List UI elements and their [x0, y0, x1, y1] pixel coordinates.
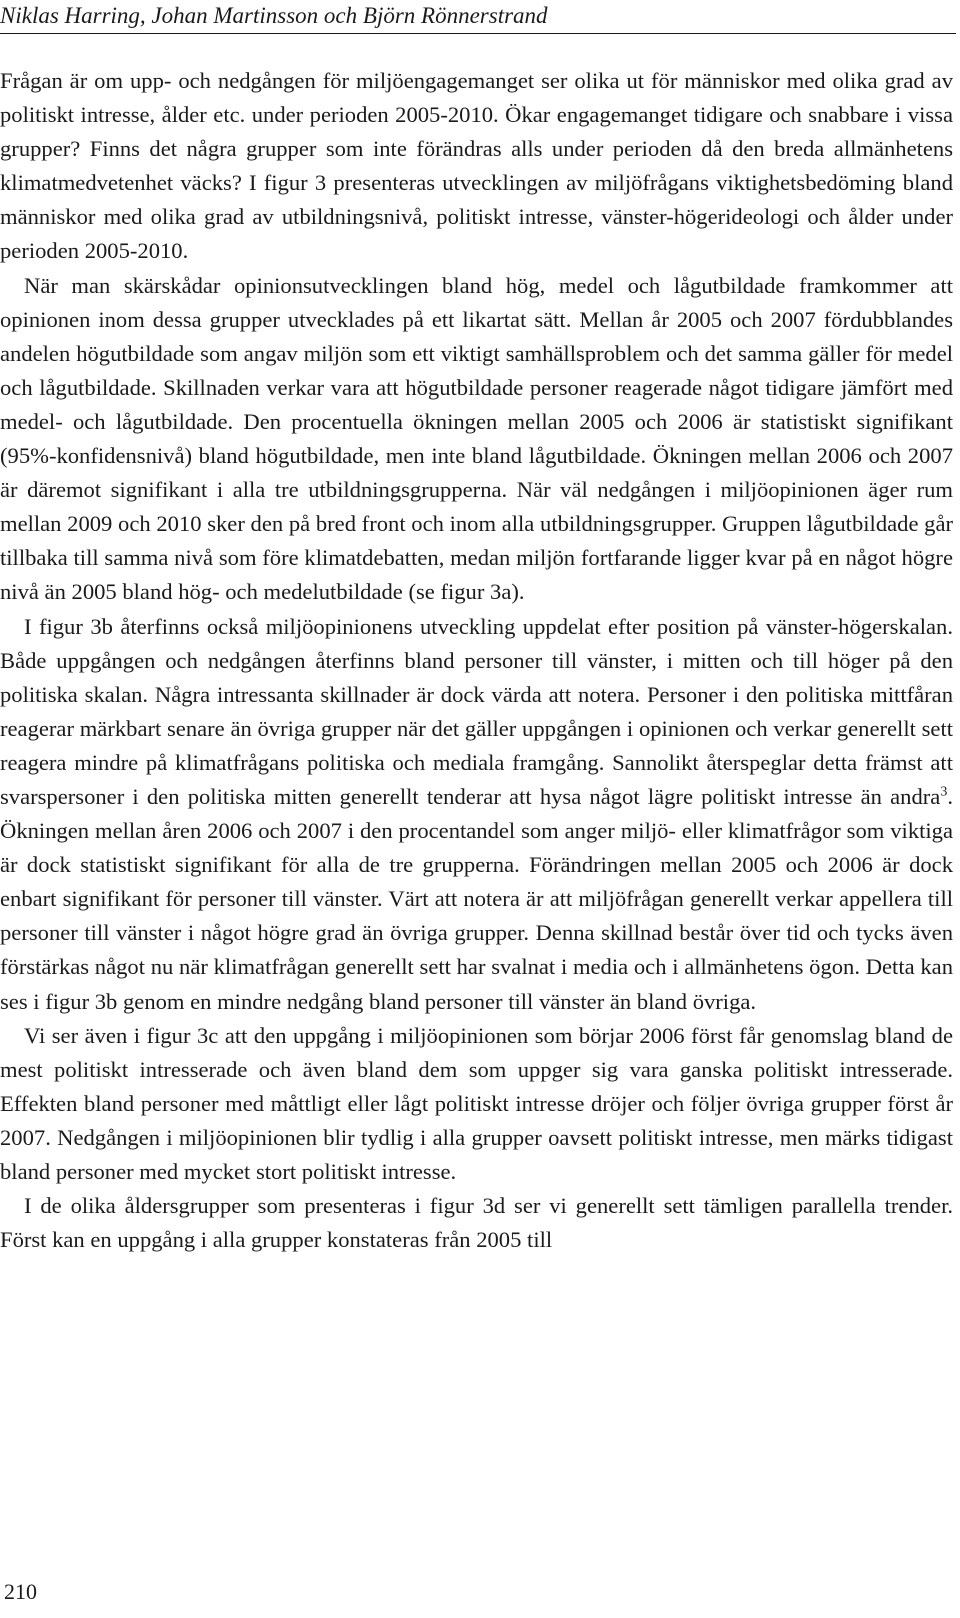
paragraph-3-part-1: I figur 3b återfinns också miljöopinionens utveckling uppdelat efter position på vänster-högerskalan. Både uppgången och nedgången återfinns bland personer till vänster, i mitten och till höger på den politiska skalan. Några intressanta skillnader är dock värda att notera. Personer i den politiska mittfåran reagerar märkbart senare än övriga grupper när det gäller uppgången i opinionen och verkar generellt sett reagera mindre på klimatfrågans politiska och mediala framgång. Sannolikt återspeglar detta främst att svarspersoner i den politiska mitten generellt tenderar att hysa något lägre politiskt intresse än andra — [0, 613, 953, 809]
paragraph-1: Frågan är om upp- och nedgången för miljöengagemanget ser olika ut för människor med olika grad av politiskt intresse, ålder etc. under perioden 2005-2010. Ökar engagemanget tidigare och snabbare i vissa grupper? Finns det några grupper som inte förändras alls under perioden då den breda allmänhetens klimatmedvetenhet väcks? I figur 3 presenteras utvecklingen av miljöfrågans viktighetsbedöming bland människor med olika grad av utbildningsnivå, politiskt intresse, vänster-högerideologi och ålder under perioden 2005-2010. — [0, 68, 953, 264]
running-header-authors: Niklas Harring, Johan Martinsson och Björn Rönnerstrand — [0, 2, 956, 34]
body-text — [0, 64, 953, 1257]
page-number: 210 — [4, 1579, 37, 1604]
paragraph-3-part-2: . Ökningen mellan åren 2006 och 2007 i den procentandel som anger miljö- eller klimatfrågor som viktiga är dock statistiskt signifikant för alla de tre grupperna. Förändringen mellan 2005 och 2006 är dock enbart signifikant för personer till vänster. Värt att notera är att miljöfrågan generellt verkar appellera till personer till vänster i något högre grad än övriga grupper. Denna skillnad består över tid och tycks även förstärkas något nu när klimatfrågan generellt sett har svalnat i media och i allmänhetens ögon. Detta kan ses i figur 3b genom en mindre nedgång bland personer till vänster än bland övriga. — [0, 783, 953, 1014]
paragraph-5: I de olika åldersgrupper som presenteras i figur 3d ser vi generellt sett tämligen parallella trender. Först kan en uppgång i alla grupper konstateras från 2005 till — [0, 1193, 953, 1253]
paragraph-4: Vi ser även i figur 3c att den uppgång i miljöopinionen som börjar 2006 först får genomslag bland de mest politiskt intresserade och även bland dem som uppger sig vara ganska politiskt intresserade. Effekten bland personer med måttligt eller lågt politiskt intresse dröjer och följer övriga grupper först år 2007. Nedgången i miljöopinionen blir tydlig i alla grupper oavsett politiskt intresse, men märks tidigast bland personer med mycket stort politiskt intresse. — [0, 1022, 953, 1184]
paragraph-3 — [0, 610, 953, 1019]
footnote-reference-3[interactable]: 3 — [940, 784, 948, 800]
paragraph-2: När man skärskådar opinionsutvecklingen bland hög, medel och lågutbildade framkommer att opinionen inom dessa grupper utvecklades på ett likartat sätt. Mellan år 2005 och 2007 fördubblandes andelen högutbildade som angav miljön som ett viktigt samhällsproblem och det samma gäller för medel och lågutbildade. Skillnaden verkar vara att högutbildade personer reagerade något tidigare jämfört med medel- och lågutbildade. Den procentuella ökningen mellan 2005 och 2006 är statistiskt signifikant (95%-konfidensnivå) bland högutbildade, men inte bland lågutbildade. Ökningen mellan 2006 och 2007 är däremot signifikant i alla tre utbildningsgrupperna. När väl nedgången i miljöopinionen äger rum mellan 2009 och 2010 sker den på bred front och inom alla utbildningsgrupper. Gruppen lågutbildade går tillbaka till samma nivå som före klimatdebatten, medan miljön fortfarande ligger kvar på en något högre nivå än 2005 bland hög- och medelutbildade (se figur 3a). — [0, 272, 953, 605]
